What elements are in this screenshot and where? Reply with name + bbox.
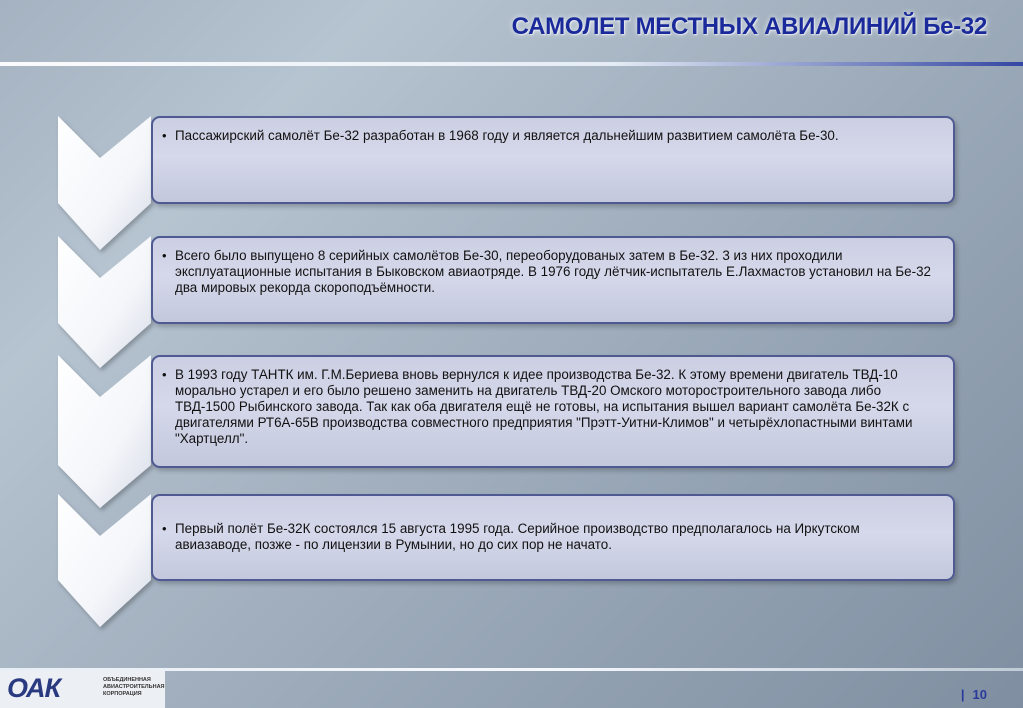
info-card-4 (151, 494, 955, 581)
chevron-2 (58, 236, 151, 368)
logo-mark: ОАК (7, 673, 61, 703)
page-number (961, 687, 987, 702)
list-item (162, 521, 935, 553)
item-text: Первый полёт Бе-32К состоялся 15 августа 1995 года. Серийное производство предполагалось на Иркутском авиазаводе, позже - по лицензии в Румынии, но до сих пор не начато. (175, 521, 860, 552)
item-text: Всего было выпущено 8 серийных самолётов Бе-30, переоборудованых затем в Бе-32. 3 из них проходили эксплуатационные испытания в Быковском авиаотряде. В 1976 году лётчик-испытатель Е.Лахмастов установил на Бе-32 два мировых рекорда скороподъёмности. (175, 248, 931, 295)
info-card-3 (151, 355, 955, 468)
info-card-1 (151, 116, 955, 204)
logo-subtitle (103, 677, 165, 698)
chevron-1 (58, 116, 151, 250)
list-item (162, 248, 935, 296)
bullet-dot: • (162, 248, 167, 263)
logo-subtitle-line: ОБЪЕДИНЕННАЯ (103, 677, 151, 683)
item-text: В 1993 году ТАНТК им. Г.М.Бериева вновь вернулся к идее производства Бе-32. К этому времени двигатель ТВД-10 морально устарел и его было решено заменить на двигатель ТВД-20 Омского моторостроительного завода либо ТВД-1500 Рыбинского завода. Так как оба двигателя ещё не готовы, на испытания вышел вариант самолёта Бе-32К с двигателями РТ6А-65В производства совместного предприятия "Прэтт-Уитни-Климов" и четырёхлопастными винтами "Хартцелл". (175, 367, 913, 446)
bullet-dot: • (162, 521, 167, 536)
page-separator: | (960, 687, 965, 702)
info-card-2 (151, 236, 955, 324)
bullet-dot: • (162, 367, 167, 382)
page-number-value: 10 (972, 687, 987, 702)
chevron-4 (58, 494, 151, 627)
logo-subtitle-line: АВИАСТРОИТЕЛЬНАЯ (103, 684, 165, 690)
logo-subtitle-line: КОРПОРАЦИЯ (103, 691, 142, 697)
title-underline (0, 62, 1023, 66)
list-item (162, 128, 935, 144)
item-text: Пассажирский самолёт Бе-32 разработан в 1968 году и является дальнейшим развитием самолёта Бе-30. (175, 128, 839, 143)
bullet-dot: • (162, 128, 167, 143)
slide-title: САМОЛЕТ МЕСТНЫХ АВИАЛИНИЙ Бе-32 (511, 13, 987, 40)
chevron-3 (58, 355, 151, 508)
company-logo (0, 671, 165, 708)
list-item (162, 367, 935, 447)
